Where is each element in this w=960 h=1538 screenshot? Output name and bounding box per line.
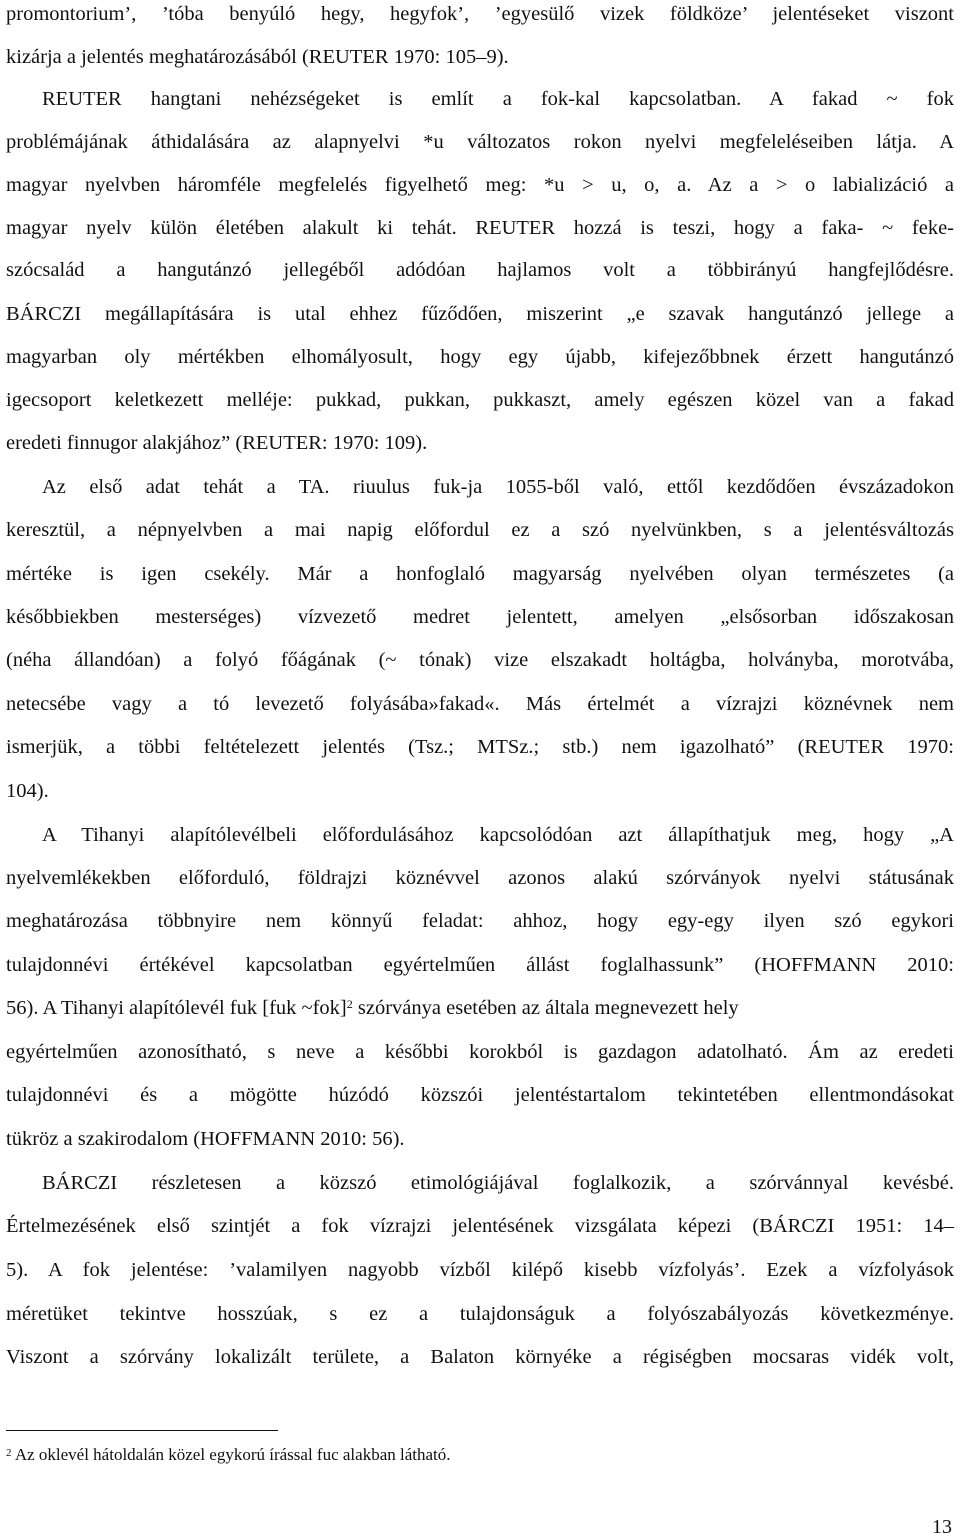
page-number: 13 (932, 1516, 952, 1538)
text-line: 5). A fok jelentése: ’valamilyen nagyobb vízből kilépő kisebb vízfolyás’. Ezek a vízfolyások (6, 1259, 954, 1281)
text-line: problémájának áthidalására az alapnyelvi *u változatos rokon nyelvi megfeleléseiben látja. A (6, 131, 954, 153)
text-line: REUTER hangtani nehézségeket is említ a fok-kal kapcsolatban. A fakad ~ fok (42, 88, 954, 110)
text-line: nyelvemlékekben előforduló, földrajzi köznévvel azonos alakú szórványok nyelvi státusának (6, 867, 954, 889)
text-line: Viszont a szórvány lokalizált területe, a Balaton környéke a régiségben mocsaras vidék volt, (6, 1346, 954, 1368)
text-line: Értelmezésének első szintjét a fok vízrajzi jelentésének vizsgálata képezi (BÁRCZI 1951: 14– (6, 1215, 954, 1237)
text-line: A Tihanyi alapítólevélbeli előfordulásához kapcsolódóan azt állapíthatjuk meg, hogy „A (42, 824, 954, 846)
text-line: szócsalád a hangutánzó jellegéből adódóan hajlamos volt a többirányú hangfejlődésre. (6, 259, 954, 281)
text-line: ismerjük, a többi feltételezett jelentés (Tsz.; MTSz.; stb.) nem igazolható” (REUTER 1970: (6, 736, 954, 758)
text-line: tulajdonnévi értékével kapcsolatban egyértelműen állást foglalhassunk” (HOFFMANN 2010: (6, 954, 954, 976)
text-line: promontorium’, ’tóba benyúló hegy, hegyfok’, ’egyesülő vizek földköze’ jelentéseket viszont (6, 3, 954, 25)
text-line: Az első adat tehát a TA. riuulus fuk-ja 1055-ből való, ettől kezdődően évszázadokon (42, 476, 954, 498)
footnote-number: 2 (6, 1447, 12, 1459)
footnote-separator (6, 1430, 278, 1431)
text-line: (néha állandóan) a folyó főágának (~ tónak) vize elszakadt holtágba, holványba, morotvába, (6, 649, 954, 671)
text-line: mértéke is igen csekély. Már a honfoglaló magyarság nyelvében olyan természetes (a (6, 563, 954, 585)
text-line: meghatározása többnyire nem könnyű feladat: ahhoz, hogy egy-egy ilyen szó egykori (6, 910, 954, 932)
text-line: későbbiekben mesterséges) vízvezető medret jelentett, amelyen „elsősorban időszakosan (6, 606, 954, 628)
footnote-reference[interactable]: 2 (346, 997, 353, 1011)
text-line: kizárja a jelentés meghatározásából (REUTER 1970: 105–9). (6, 46, 509, 68)
text-line: keresztül, a népnyelvben a mai napig előfordul ez a szó nyelvünkben, s a jelentésváltozás (6, 519, 954, 541)
text-line: BÁRCZI megállapítására is utal ehhez fűződően, miszerint „e szavak hangutánzó jellege a (6, 303, 954, 325)
footnote (6, 1444, 451, 1466)
text-line: 104). (6, 780, 49, 802)
text-line: eredeti finnugor alakjához” (REUTER: 1970: 109). (6, 432, 428, 454)
text-line: BÁRCZI részletesen a közszó etimológiájával foglalkozik, a szórvánnyal kevésbé. (42, 1172, 954, 1194)
text-line: igecsoport keletkezett melléje: pukkad, pukkan, pukkaszt, amely egészen közel van a fakad (6, 389, 954, 411)
text-line: magyar nyelvben háromféle megfelelés figyelhető meg: *u > u, o, a. Az a > o labializáció a (6, 174, 954, 196)
text-line: egyértelműen azonosítható, s neve a későbbi korokból is gazdagon adatolható. Ám az eredeti (6, 1041, 954, 1063)
text-line: tükröz a szakirodalom (HOFFMANN 2010: 56). (6, 1128, 405, 1150)
text-line: méretüket tekintve hosszúak, s ez a tulajdonságuk a folyószabályozás következménye. (6, 1303, 954, 1325)
text-line-head: 56). A Tihanyi alapítólevél fuk [fuk ~fok] (6, 997, 347, 1019)
text-line: netecsébe vagy a tó levezető folyásába»fakad«. Más értelmét a vízrajzi köznévnek nem (6, 693, 954, 715)
text-line-tail: szórványa esetében az általa megnevezett hely (352, 997, 739, 1019)
text-line (6, 996, 954, 1020)
text-line: tulajdonnévi és a mögötte húzódó közszói jelentéstartalom tekintetében ellentmondásokat (6, 1084, 954, 1106)
text-line: magyar nyelv külön életében alakult ki tehát. REUTER hozzá is teszi, hogy a faka- ~ feke- (6, 217, 954, 239)
text-line: magyarban oly mértékben elhomályosult, hogy egy újabb, kifejezőbbnek érzett hangutánzó (6, 346, 954, 368)
footnote-text: Az oklevél hátoldalán közel egykorú írással fuc alakban látható. (14, 1445, 451, 1464)
